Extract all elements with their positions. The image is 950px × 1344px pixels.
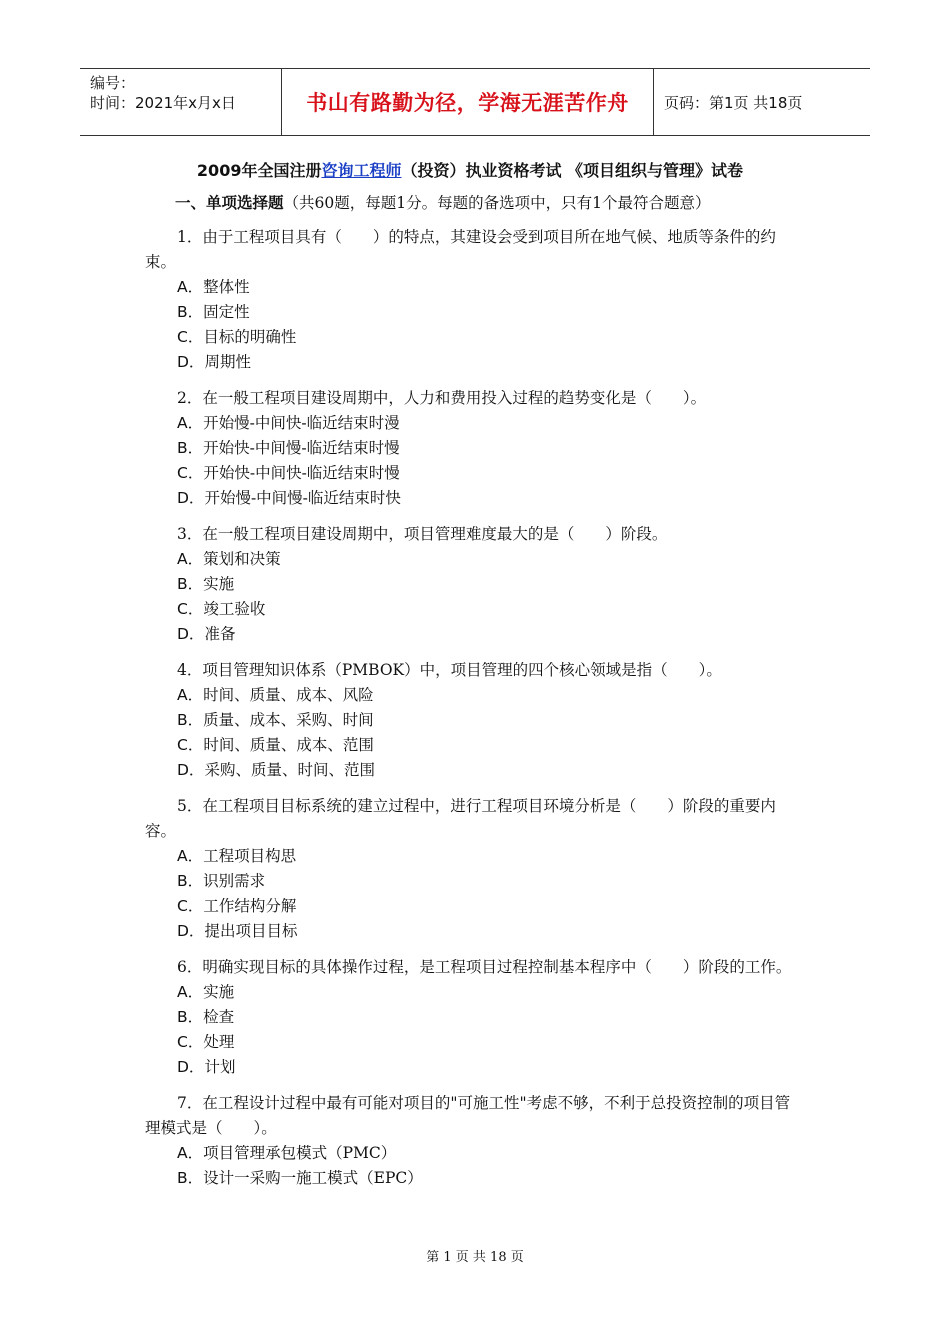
answer-option — [177, 1055, 795, 1080]
option-text: 策划和决策 — [203, 550, 281, 568]
header-motto-cell — [281, 69, 654, 135]
motto: 书山有路勤为径，学海无涯苦作舟 — [306, 91, 629, 115]
question-list — [145, 225, 795, 1191]
question-text: 1．由于工程项目具有（ ）的特点，其建设会受到项目所在地气候、地质等条件的约束。 — [145, 228, 776, 271]
option-text: 处理 — [203, 1033, 235, 1051]
option-text: 固定性 — [203, 303, 250, 321]
option-text: 设计一采购一施工模式（EPC） — [203, 1169, 423, 1187]
option-text: 项目管理承包模式（PMC） — [203, 1144, 397, 1162]
time-label: 时间：2021年x月x日 — [90, 94, 236, 112]
section-note: （共60题，每题1分。每题的备选项中，只有1个最符合题意） — [283, 194, 711, 212]
answer-option — [177, 325, 795, 350]
answer-option — [177, 275, 795, 300]
option-text: 实施 — [203, 983, 235, 1001]
option-text: 时间、质量、成本、范围 — [203, 736, 374, 754]
option-letter: C． — [177, 736, 204, 754]
option-text: 准备 — [204, 625, 236, 643]
answer-option — [177, 980, 795, 1005]
answer-option — [177, 461, 795, 486]
answer-option — [177, 708, 795, 733]
option-text: 质量、成本、采购、时间 — [203, 711, 374, 729]
exam-title — [145, 158, 795, 181]
option-text: 开始慢-中间快-临近结束时漫 — [203, 414, 400, 432]
option-text: 实施 — [203, 575, 235, 593]
option-letter: C． — [177, 464, 204, 482]
question-4 — [145, 658, 795, 783]
answer-option — [177, 869, 795, 894]
option-text: 提出项目目标 — [204, 922, 298, 940]
option-text: 计划 — [204, 1058, 236, 1076]
option-text: 识别需求 — [203, 872, 266, 890]
option-text: 开始快-中间慢-临近结束时慢 — [203, 439, 400, 457]
option-letter: A． — [177, 983, 204, 1001]
option-letter: B． — [177, 711, 204, 729]
question-text: 7．在工程设计过程中最有可能对项目的"可施工性"考虑不够，不利于总投资控制的项目管理模式是（ ）。 — [145, 1094, 791, 1137]
option-letter: B． — [177, 439, 204, 457]
option-letter: B． — [177, 575, 204, 593]
page-header — [80, 68, 870, 136]
answer-option — [177, 844, 795, 869]
question-text: 2．在一般工程项目建设周期中，人力和费用投入过程的趋势变化是（ ）。 — [177, 389, 707, 407]
option-letter: A． — [177, 278, 204, 296]
question-5 — [145, 794, 795, 944]
option-text: 工程项目构思 — [203, 847, 297, 865]
option-letter: A． — [177, 686, 204, 704]
answer-option — [177, 1141, 795, 1166]
answer-option — [177, 547, 795, 572]
option-letter: D． — [177, 761, 205, 779]
title-prefix: 2009年全国注册 — [196, 161, 322, 180]
section-heading — [175, 191, 795, 213]
answer-option — [177, 486, 795, 511]
answer-option — [177, 894, 795, 919]
option-text: 目标的明确性 — [203, 328, 297, 346]
answer-option — [177, 436, 795, 461]
option-letter: C． — [177, 328, 204, 346]
answer-option — [177, 597, 795, 622]
title-link[interactable]: 咨询工程师 — [321, 161, 402, 180]
option-letter: D． — [177, 489, 205, 507]
option-letter: B． — [177, 303, 204, 321]
number-label: 编号： — [90, 74, 136, 92]
answer-option — [177, 758, 795, 783]
option-letter: B． — [177, 1008, 204, 1026]
answer-option — [177, 572, 795, 597]
option-text: 工作结构分解 — [203, 897, 297, 915]
option-text: 整体性 — [203, 278, 250, 296]
option-letter: D． — [177, 353, 205, 371]
option-letter: D． — [177, 625, 205, 643]
question-text: 5．在工程项目目标系统的建立过程中，进行工程项目环境分析是（ ）阶段的重要内容。 — [145, 797, 776, 840]
question-1 — [145, 225, 795, 375]
header-page-info-cell — [654, 69, 870, 135]
option-letter: A． — [177, 550, 204, 568]
answer-option — [177, 622, 795, 647]
answer-option — [177, 350, 795, 375]
answer-option — [177, 411, 795, 436]
option-text: 采购、质量、时间、范围 — [204, 761, 375, 779]
question-text: 6．明确实现目标的具体操作过程，是工程项目过程控制基本程序中（ ）阶段的工作。 — [177, 958, 792, 976]
option-letter: B． — [177, 872, 204, 890]
question-3 — [145, 522, 795, 647]
option-letter: A． — [177, 1144, 204, 1162]
option-text: 开始快-中间快-临近结束时慢 — [203, 464, 400, 482]
option-text: 开始慢-中间慢-临近结束时快 — [204, 489, 401, 507]
answer-option — [177, 683, 795, 708]
answer-option — [177, 733, 795, 758]
option-letter: C． — [177, 1033, 204, 1051]
title-suffix: （投资）执业资格考试 《项目组织与管理》试卷 — [401, 161, 744, 180]
option-letter: D． — [177, 1058, 205, 1076]
page-info: 页码：第1页 共18页 — [664, 93, 803, 112]
option-text: 检查 — [203, 1008, 235, 1026]
page-footer: 第 1 页 共 18 页 — [426, 1250, 524, 1265]
option-letter: C． — [177, 600, 204, 618]
header-meta — [80, 69, 281, 135]
option-text: 竣工验收 — [203, 600, 266, 618]
question-2 — [145, 386, 795, 511]
document-body — [145, 158, 795, 1202]
question-text: 4．项目管理知识体系（PMBOK）中，项目管理的四个核心领域是指（ ）。 — [177, 661, 722, 679]
option-text: 周期性 — [204, 353, 251, 371]
answer-option — [177, 1030, 795, 1055]
question-6 — [145, 955, 795, 1080]
option-letter: D． — [177, 922, 205, 940]
option-letter: C． — [177, 897, 204, 915]
question-7 — [145, 1091, 795, 1191]
option-letter: A． — [177, 414, 204, 432]
answer-option — [177, 919, 795, 944]
answer-option — [177, 1166, 795, 1191]
option-letter: A． — [177, 847, 204, 865]
section-title: 一、单项选择题 — [175, 194, 284, 212]
option-text: 时间、质量、成本、风险 — [203, 686, 374, 704]
answer-option — [177, 1005, 795, 1030]
option-letter: B． — [177, 1169, 204, 1187]
answer-option — [177, 300, 795, 325]
question-text: 3．在一般工程项目建设周期中，项目管理难度最大的是（ ）阶段。 — [177, 525, 668, 543]
